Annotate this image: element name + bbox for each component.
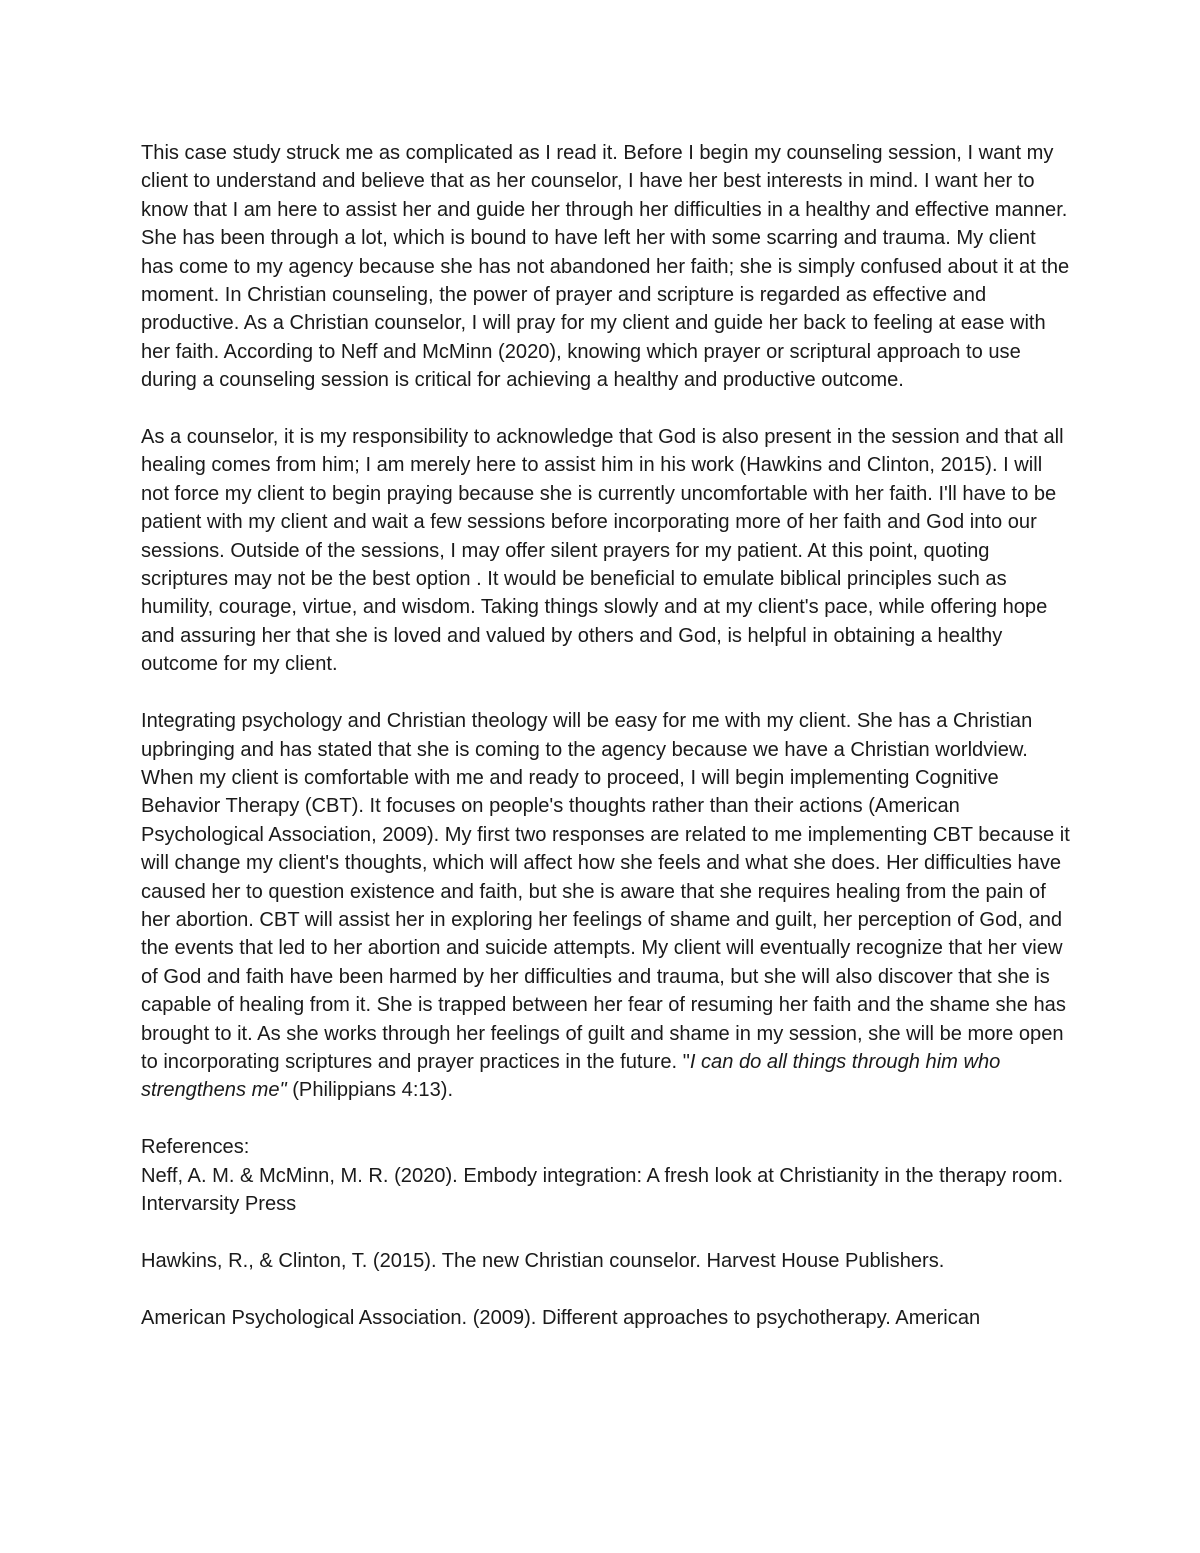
reference-item: American Psychological Association. (2009). Different approaches to psychotherapy. American: [141, 1306, 981, 1329]
scripture-quote: I can do all things through him who strengthens me": [141, 1050, 1001, 1102]
scripture-citation: (Philippians 4:13).: [286, 1079, 454, 1102]
document-page: [141, 139, 1071, 1360]
paragraph-1: This case study struck me as complicated as I read it. Before I begin my counseling session, I want my client to understand and believe that as her counselor, I have her best interests in mind. I want her to know that I am here to assist her and guide her through her difficulties in a healthy and effective manner. She has been through a lot, which is bound to have left her with some scarring and trauma. My client has come to my agency because she has not abandoned her faith; she is simply confused about it at the moment. In Christian counseling, the power of prayer and scripture is regarded as effective and productive. As a Christian counselor, I will pray for my client and guide her back to feeling at ease with her faith. According to Neff and McMinn (2020), knowing which prayer or scriptural approach to use during a counseling session is critical for achieving a healthy and productive outcome.: [141, 142, 1070, 392]
references-heading: References:: [141, 1136, 250, 1159]
paragraph-2: As a counselor, it is my responsibility to acknowledge that God is also present in the session and that all healing comes from him; I am merely here to assist him in his work (Hawkins and Clinton, 2015). I will not force my client to begin praying because she is currently uncomfortable with her faith. I'll have to be patient with my client and wait a few sessions before incorporating more of her faith and God into our sessions. Outside of the sessions, I may offer silent prayers for my patient. At this point, quoting scriptures may not be the best option . It would be beneficial to emulate biblical principles such as humility, courage, virtue, and wisdom. Taking things slowly and at my client's pace, while offering hope and assuring her that she is loved and valued by others and God, is helpful in obtaining a healthy outcome for my client.: [141, 426, 1064, 676]
reference-item: Hawkins, R., & Clinton, T. (2015). The new Christian counselor. Harvest House Publishers.: [141, 1249, 945, 1272]
paragraph-3-text: Integrating psychology and Christian theology will be easy for me with my client. She has a Christian upbringing and has stated that she is coming to the agency because we have a Christian worldview. When my client is comfortable with me and ready to proceed, I will begin implementing Cognitive Behavior Therapy (CBT). It focuses on people's thoughts rather than their actions (American Psychological Association, 2009). My first two responses are related to me implementing CBT because it will change my client's thoughts, which will affect how she feels and what she does. Her difficulties have caused her to question existence and faith, but she is aware that she requires healing from the pain of her abortion. CBT will assist her in exploring her feelings of shame and guilt, her perception of God, and the events that led to her abortion and suicide attempts. My client will eventually recognize that her view of God and faith have been harmed by her difficulties and trauma, but she will also discover that she is capable of healing from it. She is trapped between her fear of resuming her faith and the shame she has brought to it. As she works through her feelings of guilt and shame in my session, she will be more open to incorporating scriptures and prayer practices in the future. ": [141, 710, 1070, 1073]
reference-item: Neff, A. M. & McMinn, M. R. (2020). Embody integration: A fresh look at Christianity in the therapy room. Intervarsity Press: [141, 1164, 1064, 1215]
paragraph-3: [141, 707, 1071, 1105]
